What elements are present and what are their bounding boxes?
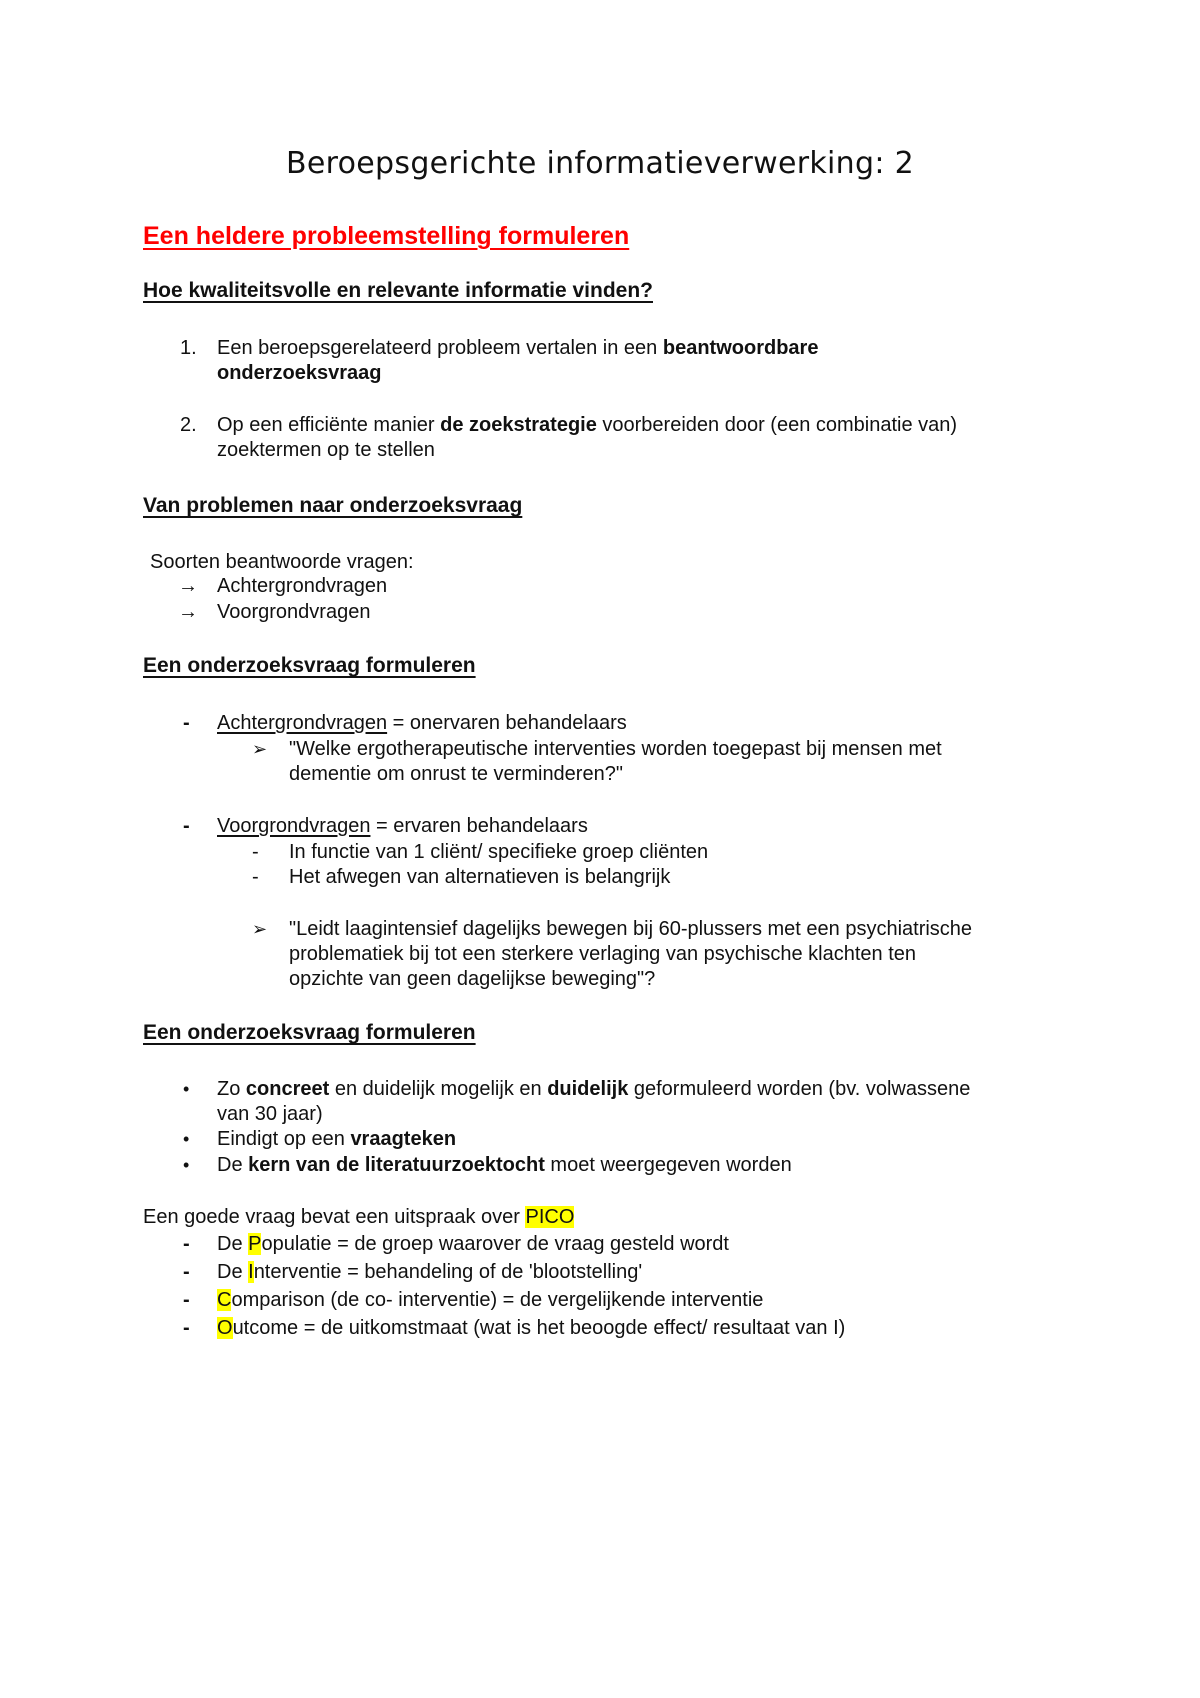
list-item-text: utcome = de uitkomstmaat (wat is het beoogde effect/ resultaat van I) <box>232 1317 846 1339</box>
list-item-text: = onervaren behandelaars <box>387 712 627 734</box>
list-item-text: De <box>217 1154 249 1176</box>
highlighted-letter: I <box>248 1261 254 1283</box>
list-item-text: zoektermen op te stellen <box>217 439 435 461</box>
list-item <box>217 1126 456 1152</box>
list-item-text: Eindigt op een <box>217 1128 351 1150</box>
arrowhead-bullet-icon: ➢ <box>252 919 268 939</box>
bold-term: vraagteken <box>350 1128 457 1150</box>
highlighted-term: PICO <box>525 1206 575 1228</box>
list-item <box>217 813 588 839</box>
list-item-text: = ervaren behandelaars <box>370 815 588 837</box>
list-item <box>217 1152 792 1178</box>
dash-bullet: - <box>252 866 259 888</box>
example-text: "Welke ergotherapeutische interventies worden toegepast bij mensen met <box>289 738 942 760</box>
list-item-text: van 30 jaar) <box>217 1103 323 1125</box>
dash-bullet: - <box>183 1261 190 1283</box>
list-item-text: voorbereiden door (een combinatie van) <box>596 414 958 436</box>
pico-item-population <box>217 1231 729 1257</box>
sub-item: In functie van 1 cliënt/ specifieke groep cliënten <box>289 841 709 863</box>
section-heading-formulate-2: Een onderzoeksvraag formuleren <box>143 1021 476 1044</box>
list-item-text: De <box>217 1261 249 1283</box>
highlighted-letter: O <box>217 1317 233 1339</box>
list-item: Achtergrondvragen <box>217 575 388 597</box>
bullet-dot-icon: • <box>183 1129 190 1149</box>
list-number: 2. <box>180 414 197 436</box>
bullet-dot-icon: • <box>183 1155 190 1175</box>
list-item <box>217 1076 970 1102</box>
intro-text: Soorten beantwoorde vragen: <box>150 551 414 573</box>
list-item-text: en duidelijk mogelijk en <box>329 1078 548 1100</box>
list-number: 1. <box>180 337 197 359</box>
section-heading-quality-info: Hoe kwaliteitsvolle en relevante informatie vinden? <box>143 279 653 302</box>
list-item: Voorgrondvragen <box>217 601 371 623</box>
arrow-right-icon: → <box>178 601 198 623</box>
paragraph-text: Een goede vraag bevat een uitspraak over <box>143 1206 526 1228</box>
bold-term: duidelijk <box>547 1078 629 1100</box>
example-text: "Leidt laagintensief dagelijks bewegen bij 60-plussers met een psychiatrische <box>289 918 973 940</box>
list-item-text: opulatie = de groep waarover de vraag gesteld wordt <box>261 1233 729 1255</box>
list-item <box>217 710 627 736</box>
list-item-text: De <box>217 1233 249 1255</box>
main-heading: Een heldere probleemstelling formuleren <box>143 222 630 250</box>
dash-bullet: - <box>183 712 190 734</box>
bold-term: beantwoordbare <box>662 337 819 359</box>
pico-intro <box>143 1204 574 1230</box>
bold-term: onderzoeksvraag <box>217 362 382 384</box>
dash-bullet: - <box>252 841 259 863</box>
list-item-text: moet weergegeven worden <box>544 1154 792 1176</box>
section-heading-formulate: Een onderzoeksvraag formuleren <box>143 654 476 677</box>
page-title: Beroepsgerichte informatieverwerking: 2 <box>286 146 914 181</box>
list-item-text: Op een efficiënte manier <box>217 414 441 436</box>
example-text: problematiek bij tot een sterkere verlaging van psychische klachten ten <box>289 943 917 965</box>
list-item-text: Zo <box>217 1078 246 1100</box>
section-heading-problems: Van problemen naar onderzoeksvraag <box>143 494 523 517</box>
bullet-dot-icon: • <box>183 1079 190 1099</box>
example-text: dementie om onrust te verminderen?" <box>289 763 623 785</box>
list-item-text: omparison (de co- interventie) = de vergelijkende interventie <box>231 1289 764 1311</box>
highlighted-letter: P <box>248 1233 262 1255</box>
dash-bullet: - <box>183 1233 190 1255</box>
arrowhead-bullet-icon: ➢ <box>252 739 268 759</box>
dash-bullet: - <box>183 815 190 837</box>
list-item-text: geformuleerd worden (bv. volwassene <box>628 1078 971 1100</box>
example-text: opzichte van geen dagelijkse beweging"? <box>289 968 656 990</box>
arrow-right-icon: → <box>178 575 198 597</box>
pico-item-outcome <box>217 1315 845 1341</box>
pico-item-comparison <box>217 1287 763 1313</box>
pico-item-intervention <box>217 1259 642 1285</box>
sub-item: Het afwegen van alternatieven is belangrijk <box>289 866 671 888</box>
bold-term: de zoekstrategie <box>440 414 597 436</box>
list-item-1 <box>217 335 818 361</box>
list-item-text: nterventie = behandeling of de 'blootstelling' <box>253 1261 643 1283</box>
highlighted-letter: C <box>217 1289 232 1311</box>
list-item-2 <box>217 412 957 438</box>
underlined-term: Voorgrondvragen <box>217 815 371 837</box>
dash-bullet: - <box>183 1289 190 1311</box>
underlined-term: Achtergrondvragen <box>217 712 388 734</box>
bold-term: kern van de literatuurzoektocht <box>248 1154 545 1176</box>
dash-bullet: - <box>183 1317 190 1339</box>
list-item-text: Een beroepsgerelateerd probleem vertalen in een <box>217 337 663 359</box>
bold-term: concreet <box>245 1078 330 1100</box>
